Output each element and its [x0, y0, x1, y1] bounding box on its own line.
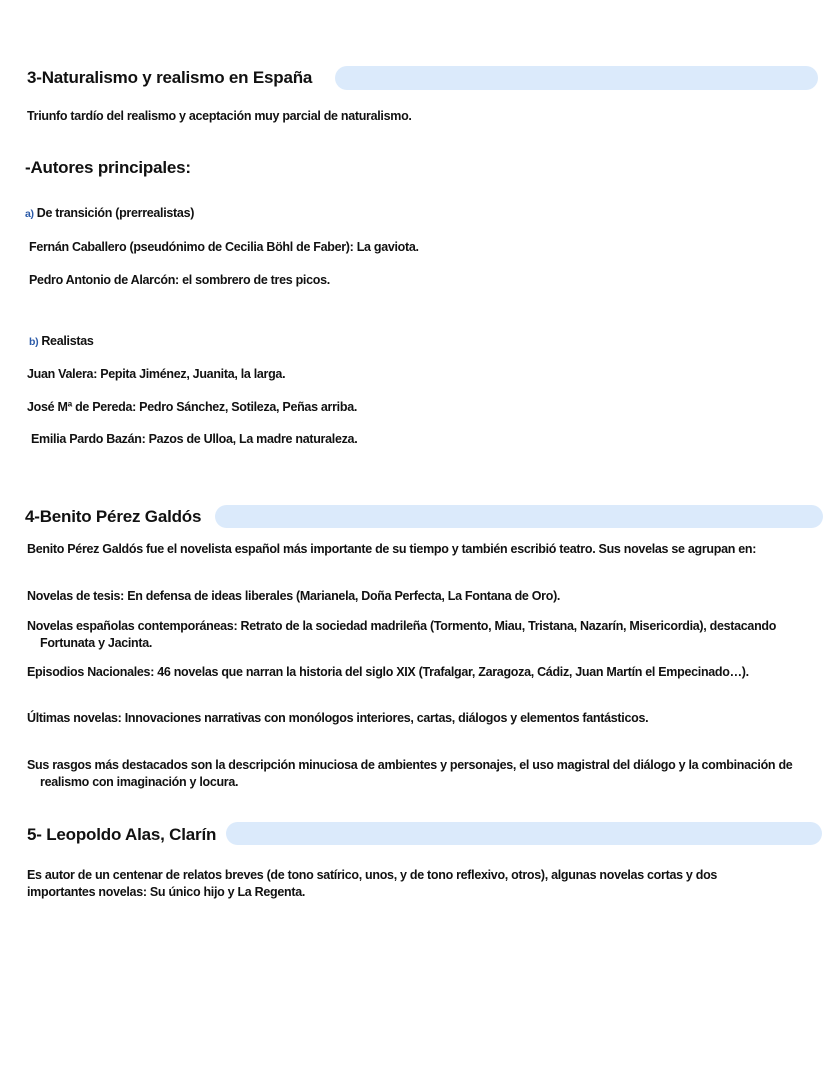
group-a-marker: a)	[25, 208, 34, 220]
group-a-label: De transición (prerrealistas)	[36, 206, 195, 220]
author-item: José Mª de Pereda: Pedro Sánchez, Sotileza, Peñas arriba.	[27, 400, 358, 414]
section-5-heading-bar	[226, 822, 822, 845]
clarin-paragraph: Es autor de un centenar de relatos breves (de tono satírico, unos, y de tono reflexivo, otros), algunas novelas cortas y dos importantes novelas: Su único hijo y La Regenta.	[27, 868, 718, 899]
galdos-conclusion: Sus rasgos más destacados son la descripción minuciosa de ambientes y personajes, el uso magistral del diálogo y la combinación de realismo con imaginación y locura.	[27, 758, 793, 789]
author-item: Fernán Caballero (pseudónimo de Cecilia Böhl de Faber): La gaviota.	[29, 240, 419, 254]
section-3-heading-bar	[335, 66, 818, 90]
section-4-title: 4-Benito Pérez Galdós	[25, 507, 202, 526]
authors-subheading: -Autores principales:	[25, 158, 191, 177]
galdos-item: Episodios Nacionales: 46 novelas que narran la historia del siglo XIX (Trafalgar, Zaragoza, Cádiz, Juan Martín el Empecinado…).	[27, 665, 749, 679]
galdos-intro: Benito Pérez Galdós fue el novelista español más importante de su tiempo y también escribió teatro. Sus novelas se agrupan en:	[27, 542, 757, 556]
section-3-title: 3-Naturalismo y realismo en España	[27, 68, 313, 87]
group-b-marker: b)	[29, 336, 39, 348]
author-item: Emilia Pardo Bazán: Pazos de Ulloa, La madre naturaleza.	[31, 432, 358, 446]
section-5-title: 5- Leopoldo Alas, Clarín	[27, 825, 217, 844]
author-item: Pedro Antonio de Alarcón: el sombrero de tres picos.	[29, 273, 330, 287]
group-b-label: Realistas	[41, 334, 94, 348]
galdos-item: Últimas novelas: Innovaciones narrativas con monólogos interiores, cartas, diálogos y elementos fantásticos.	[27, 711, 649, 725]
galdos-item: Novelas de tesis: En defensa de ideas liberales (Marianela, Doña Perfecta, La Fontana de Oro).	[27, 589, 561, 603]
section-3-intro: Triunfo tardío del realismo y aceptación muy parcial de naturalismo.	[27, 109, 412, 123]
author-item: Juan Valera: Pepita Jiménez, Juanita, la larga.	[27, 367, 286, 381]
galdos-item: Novelas españolas contemporáneas: Retrato de la sociedad madrileña (Tormento, Miau, Tristana, Nazarín, Misericordia), destacando Fortunata y Jacinta.	[27, 619, 777, 650]
group-b-heading	[29, 334, 94, 348]
group-a-heading	[25, 206, 194, 220]
section-4-heading-bar	[215, 505, 823, 528]
